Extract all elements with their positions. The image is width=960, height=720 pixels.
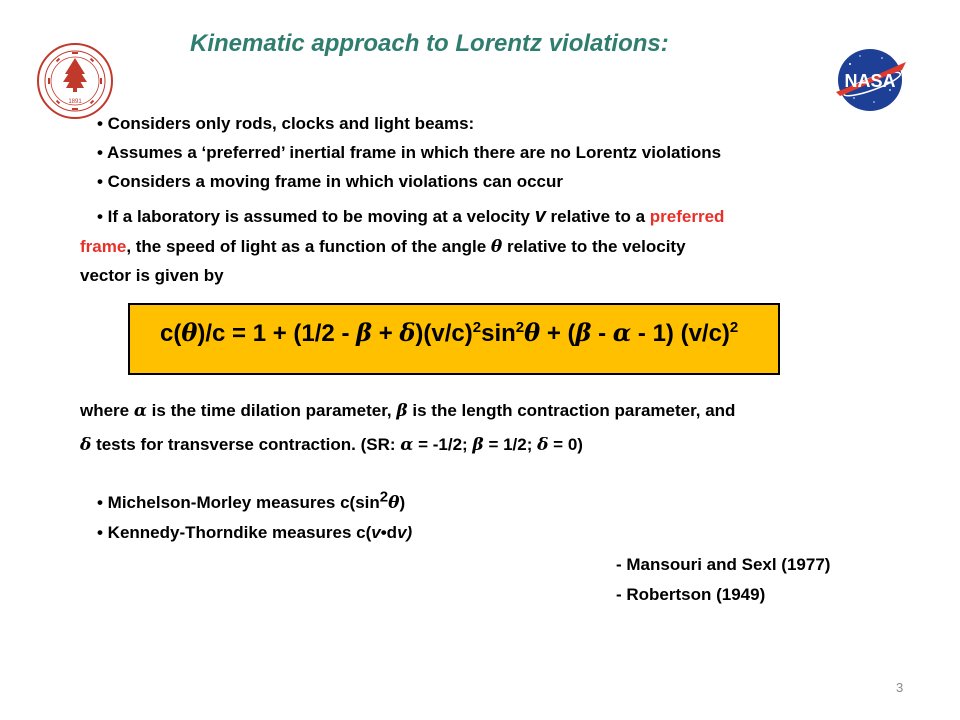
bullet-preferred-frame: • Assumes a ‘preferred’ inertial frame in which there are no Lorentz violations	[97, 143, 722, 162]
slide-title: Kinematic approach to Lorentz violations:	[190, 30, 669, 57]
theta-symbol: θ	[524, 318, 541, 347]
exponent: 2	[472, 319, 482, 336]
alpha-symbol: α	[612, 318, 632, 347]
highlight-preferred: preferred	[649, 207, 725, 226]
formula-segment: + (	[540, 320, 576, 347]
bullet-rods-clocks: • Considers only rods, clocks and light beams:	[97, 114, 475, 133]
formula-segment: -	[591, 320, 613, 347]
formula-segment: - 1) (v/c)	[631, 320, 730, 347]
text-segment: where	[80, 401, 134, 420]
velocity-symbol: v	[397, 523, 407, 542]
text-segment: • Kennedy-Thorndike measures c(	[97, 523, 372, 542]
where-line2	[80, 430, 583, 460]
text-segment: = -1/2;	[413, 435, 473, 454]
text-segment: relative to the velocity	[502, 237, 686, 256]
bullet-moving-frame: • Considers a moving frame in which violations can occur	[97, 172, 564, 191]
formula-segment: sin	[481, 320, 516, 347]
text-segment: •d	[380, 523, 398, 542]
theta-symbol: θ	[181, 318, 198, 347]
formula-segment: +	[372, 320, 400, 347]
beta-symbol: β	[356, 318, 373, 347]
formula-segment: )(v/c)	[415, 320, 473, 347]
theta-symbol: θ	[490, 237, 503, 257]
page-number: 3	[896, 680, 904, 695]
formula-segment: c(	[160, 320, 182, 347]
lorentz-formula	[160, 318, 738, 348]
formula-segment: )/c = 1 + (1/2 -	[197, 320, 357, 347]
michelson-morley-item	[97, 488, 405, 518]
reference-robertson: - Robertson (1949)	[616, 585, 766, 604]
text-segment: • Michelson-Morley measures c(sin	[97, 493, 380, 512]
theta-symbol: θ	[388, 493, 400, 513]
text-segment: tests for transverse contraction. (SR:	[91, 435, 401, 454]
exponent: 2	[379, 488, 389, 506]
bullet-laboratory-line1	[97, 202, 724, 231]
text-segment: )	[406, 523, 413, 542]
delta-symbol: δ	[399, 318, 416, 347]
text-segment: relative to a	[545, 207, 650, 226]
text-segment: is the length contraction parameter, and	[407, 401, 736, 420]
text-segment: , the speed of light as a function of the angle	[126, 237, 491, 256]
svg-text:1891: 1891	[68, 99, 82, 105]
alpha-symbol: α	[400, 435, 414, 455]
delta-symbol: δ	[80, 435, 92, 455]
nasa-logo	[830, 44, 910, 116]
alpha-symbol: α	[133, 401, 147, 421]
where-line1	[80, 396, 735, 426]
beta-symbol: β	[472, 435, 484, 455]
text-segment: )	[399, 493, 406, 512]
bullet-laboratory-line3: vector is given by	[80, 266, 224, 285]
kennedy-thorndike-item	[97, 518, 412, 547]
beta-symbol: β	[575, 318, 592, 347]
exponent: 2	[515, 319, 525, 336]
text-segment: = 0)	[548, 435, 583, 454]
velocity-symbol: v	[371, 523, 381, 542]
beta-symbol: β	[396, 401, 408, 421]
velocity-symbol: v	[534, 205, 546, 227]
text-segment: • If a laboratory is assumed to be moving at a velocity	[97, 207, 535, 226]
bullet-laboratory-line2	[80, 232, 686, 262]
reference-mansouri-sexl: - Mansouri and Sexl (1977)	[616, 555, 831, 574]
svg-text:NASA: NASA	[844, 71, 896, 91]
text-segment: = 1/2;	[483, 435, 538, 454]
exponent: 2	[729, 319, 739, 336]
text-segment: is the time dilation parameter,	[146, 401, 397, 420]
delta-symbol: δ	[537, 435, 549, 455]
highlight-frame: frame	[80, 237, 127, 256]
